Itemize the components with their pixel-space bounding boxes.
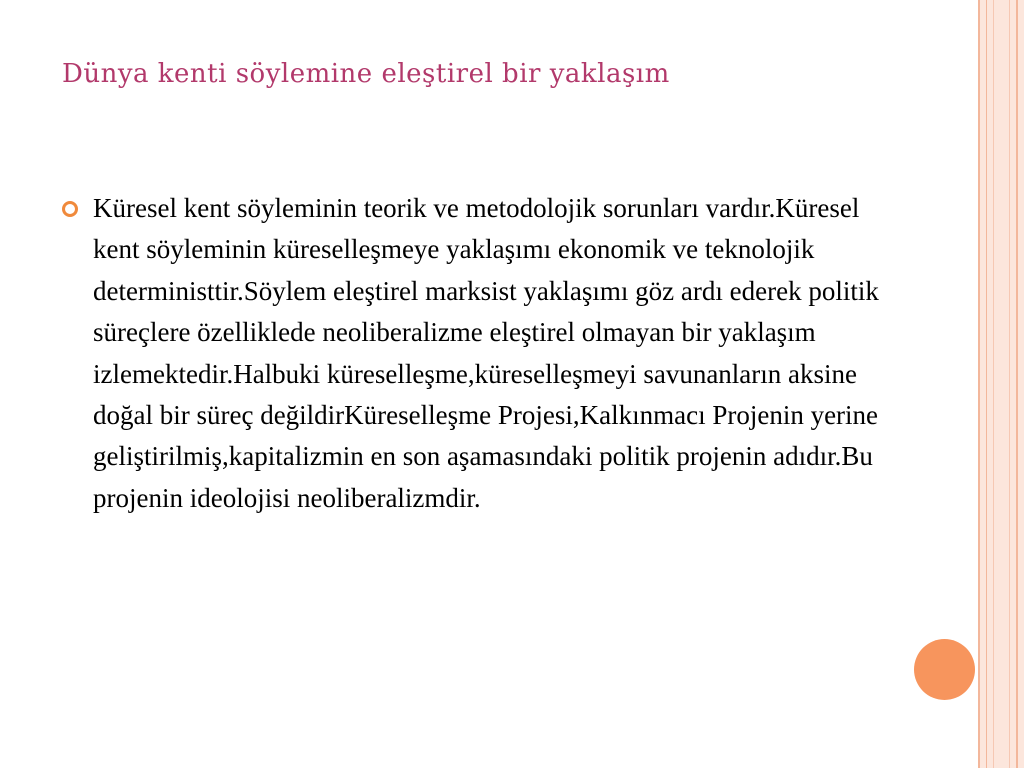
orange-circle-icon (914, 639, 975, 700)
bullet-item (62, 188, 882, 519)
bullet-text: Küresel kent söyleminin teorik ve metodolojik sorunları vardır.Küresel kent söyleminin küreselleşmeye yaklaşımı ekonomik ve teknolojik deterministtir.Söylem eleştirel marksist yaklaşımı göz ardı ederek politik süreçlere özelliklede neoliberalizme eleştirel olmayan bir yaklaşım izlemektedir.Halbuki küreselleşme,küreselleşmeyi savunanların aksine doğal bir süreç değildirKüreselleşme Projesi,Kalkınmacı Projenin yerine geliştirilmiş,kapitalizmin en son aşamasındaki politik projenin adıdır.Bu projenin ideolojisi neoliberalizmdir. (93, 193, 879, 513)
decorative-stripe-band (978, 0, 1024, 768)
decorative-stripe (978, 0, 980, 768)
decorative-stripe (993, 0, 994, 768)
decorative-stripe (986, 0, 987, 768)
ring-bullet-icon (62, 201, 78, 217)
bullet-list (62, 188, 882, 519)
decorative-stripe (1009, 0, 1010, 768)
decorative-stripe (1016, 0, 1018, 768)
slide-title: Dünya kenti söylemine eleştirel bir yaklaşım (62, 59, 670, 89)
